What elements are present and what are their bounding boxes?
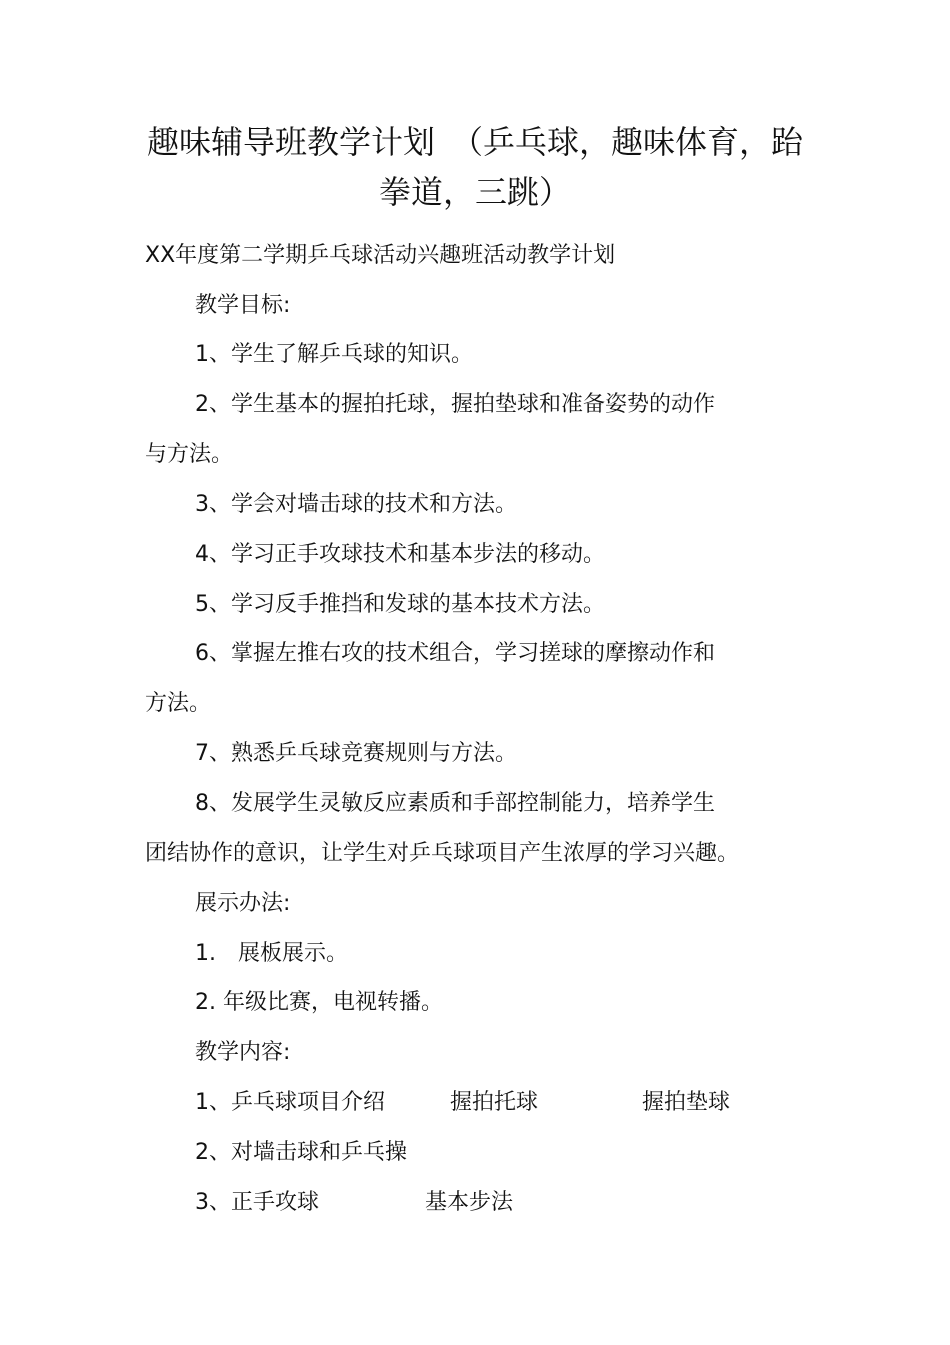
goal-item: 5、学习反手推挡和发球的基本技术方法。 xyxy=(195,592,605,617)
goal-item: 1、学生了解乒乓球的知识。 xyxy=(195,342,473,367)
display-heading: 展示办法: xyxy=(195,891,291,916)
content-item: 基本步法 xyxy=(425,1190,514,1215)
goal-item-continued: 与方法。 xyxy=(145,442,234,467)
content-item: 握拍垫球 xyxy=(642,1090,731,1115)
goal-item: 8、发展学生灵敏反应素质和手部控制能力，培养学生 xyxy=(195,791,715,816)
content-item: 握拍托球 xyxy=(450,1090,539,1115)
goal-item: 4、学习正手攻球技术和基本步法的移动。 xyxy=(195,542,605,567)
content-item: 2、对墙击球和乒乓操 xyxy=(195,1140,407,1165)
display-item: 2. 年级比赛，电视转播。 xyxy=(195,990,443,1015)
document-title-line-2: 拳道，三跳） xyxy=(378,173,571,211)
document-title-line-1: 趣味辅导班教学计划 （乒乓球，趣味体育，跆 xyxy=(146,123,803,161)
goal-item: 2、学生基本的握拍托球，握拍垫球和准备姿势的动作 xyxy=(195,392,715,417)
goals-heading: 教学目标: xyxy=(195,293,291,318)
goal-item-continued: 方法。 xyxy=(145,691,212,716)
goal-item: 6、掌握左推右攻的技术组合，学习搓球的摩擦动作和 xyxy=(195,641,715,666)
content-item: 3、正手攻球 xyxy=(195,1190,319,1215)
goal-item: 3、学会对墙击球的技术和方法。 xyxy=(195,492,517,517)
plan-subtitle: XX年度第二学期乒乓球活动兴趣班活动教学计划 xyxy=(145,243,616,268)
goal-item-continued: 团结协作的意识，让学生对乒乓球项目产生浓厚的学习兴趣。 xyxy=(145,841,740,866)
content-item: 1、乒乓球项目介绍 xyxy=(195,1090,385,1115)
content-heading: 教学内容: xyxy=(195,1040,291,1065)
goal-item: 7、熟悉乒乓球竞赛规则与方法。 xyxy=(195,741,517,766)
display-item: 1. 展板展示。 xyxy=(195,941,348,966)
